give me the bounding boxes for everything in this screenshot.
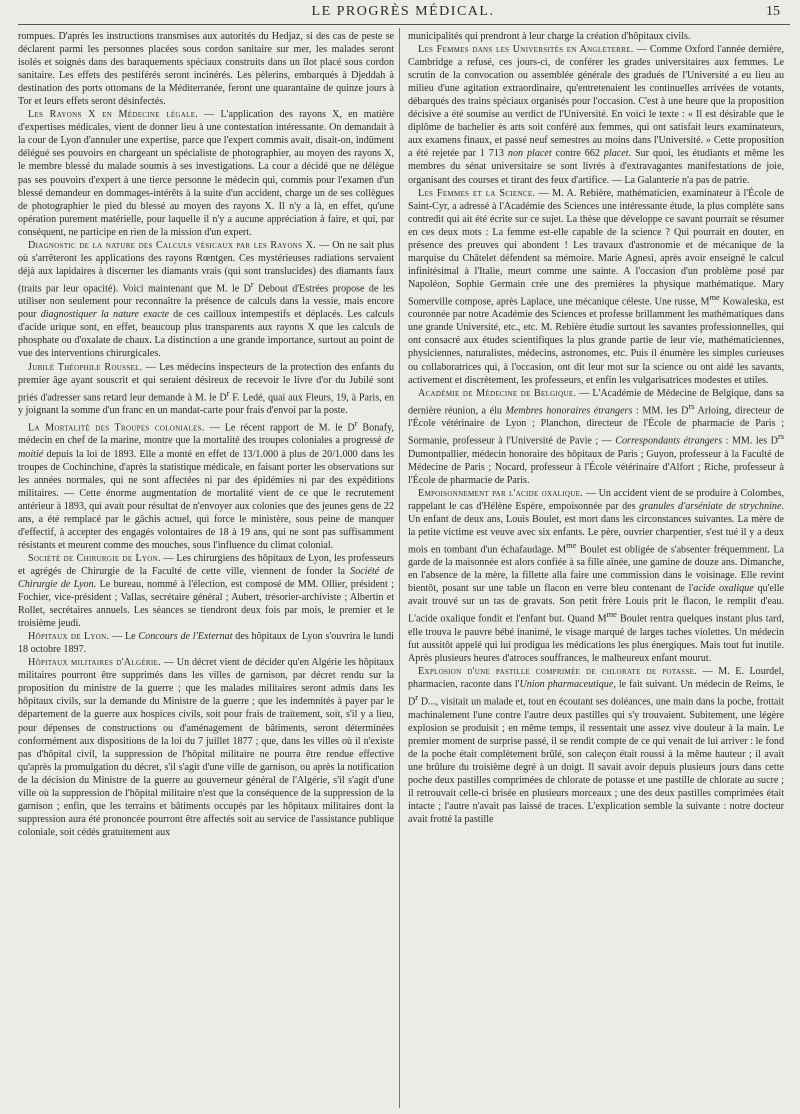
paragraph: La Mortalité des Troupes coloniales. — Le récent rapport de M. le $D^r$ Bonafy, médecin en chef de la marine, montre que la mortalité des troupes coloniales a progressé de moitié depuis la loi de 1893. Elle a monté en effet de 13/1.000 à plus de 20/1.000 dans les troupes de Cochinchine, d'après la statistique médicale, en faisant porter les observations sur les années normales, qui ne sont affectées ni par des épidémies ni par des expéditions militaires. — Cette énorme augmentation de mortalité vient de ce que le recrutement antérieur à 1893, qui avait pour résultat de n'envoyer aux colonies que des jeunes gens de 22 ans, a été remplacé par le gâchis actuel, qui force le ministère, sous peine de manquer d'effectif, à accepter des engagés volontaires de 18 à 19 ans, qui ne sont pas suffisamment résistants et meurent comme des mouches, sous l'influence du climat colonial.	[18, 419, 394, 551]
section-heading: Diagnostic de la nature des Calculs vésicaux par les Rayons X.	[28, 239, 317, 251]
paragraph: Hôpitaux de Lyon. — Le Concours de l'Externat des hôpitaux de Lyon s'ouvrira le lundi 18 octobre 1897.	[18, 631, 394, 656]
section-heading: Hôpitaux militaires d'Algérie.	[28, 657, 161, 669]
paragraph: Les Rayons X en Médecine légale. — L'application des rayons X, en matière d'expertises médicales, vient de donner lieu à une contestation intéressante. On demandait à la cour de Lyon d'annuler une expertise, parce que l'expert commis avait, disait-on, indûment délégué ses pouvoirs en chargeant un spécialiste de photographier, au moyen des rayons X, le membre blessé du malade soumis à ses investigations. La cour a décidé que ne délègue pas ses pouvoirs d'expert à une tierce personne le médecin qui, commis pour l'examen d'un blessé demandeur en dommages-intérêts à la suite d'un accident, charge un de ses collègues de photographier le pied du blessé au moyen des rayons X. Il n'y a là, en effet, qu'une opération purement matérielle, pour laquelle il n'y a aucune appréciation à faire, et qui, par conséquent, ne participe en rien de la mission d'un expert.	[18, 109, 394, 238]
paragraph: Société de Chirurgie de Lyon. — Les chirurgiens des hôpitaux de Lyon, les professeurs et agrégés de Chirurgie de la Faculté de cette ville, viennent de fonder la Société de Chirurgie de Lyon. Le bureau, nommé à l'élection, est composé de MM. Ollier, président ; Fochier, vice-président ; Vallas, secrétaire général ; Aubert, trésorier-archiviste ; Albertin et Rollet, secrétaires annuels. Les séances se tiendront deux fois par mois, le premier et le troisième jeudi.	[18, 552, 394, 630]
paragraph: Les Femmes dans les Universités en Angleterre. — Comme Oxford l'année dernière, Cambridge a refusé, ces jours-ci, de conférer les grades universitaires aux femmes. Le scrutin de la convocation ou assemblée générale des gradués de l'Université a eu lieu au milieu d'une agitation extraordinaire, qu'entretenaient les continuelles arrivées de votants, débarqués des trains spéciaux organisés pour l'occasion. C'est à une heure que la proposition décisive a été soumise au verdict de l'Université. En voici le texte : « Il est désirable que le diplôme de bachelier ès arts soit conféré aux femmes, qui ont satisfait leurs examinateurs, aux examens finaux, et passé neuf semestres au moins dans l'Université. » Cette proposition a été rejetée par 1 713 non placet contre 662 placet. Sur quoi, les étudiants et même les membres du sénat universitaire se sont livrés à d'extravagantes manifestations de joie, organisant des courses et tirant des feux d'artifice. — La Galanterie n'a pas de patrie.	[408, 44, 784, 186]
section-heading: Empoisonnement par l'acide oxalique.	[418, 487, 583, 499]
paragraph: Explosion d'une pastille comprimée de chlorate de potasse. — M. E. Lourdel, pharmacien, raconte dans l'Union pharmaceutique, le fait suivant. Un médecin de Reims, le $D^r$ D..., visitait un malade et, tout en écoutant ses doléances, une main dans la poche, frottait machinalement l'une contre l'autre deux pastilles qui s'y trouvaient. Subitement, une légère explosion se produisit ; en même temps, il ressentait une assez vive douleur à la main. Le premier moment de surprise passé, il se rendit compte de ce qui venait de lui arriver : le fond de la poche était complètement brûlé, son caleçon était roussi à la même hauteur ; il avait une brûlure du troisième degré à un doigt. Il savait avoir depuis plusieurs jours dans cette poche deux pastilles comprimées de chlorate de potasse et une pastille de chlorate au sucre ; il retrouvait celle-ci brisée en plusieurs morceaux ; une des deux pastilles comprimées était intacte ; l'autre n'avait pas laissé de traces. L'explication semble la suivante : notre docteur avait frotté la pastille	[408, 666, 784, 825]
section-heading: Société de Chirurgie de Lyon.	[28, 552, 161, 564]
paragraph: Les Femmes et la Science. — M. A. Rebière, mathématicien, examinateur à l'École de Saint-Cyr, a adressé à l'Académie des Sciences une intéressante étude, la plus complète sans contredit qui ait été écrite sur ce sujet. La thèse que développe ce savant pourrait se résumer en ces deux mots : La femme est-elle capable de la science ? Qui pourrait en douter, en présence des preuves qui abondent ! Les travaux d'astronomie et de mécanique de la marquise du Châtelet défendent sa mémoire. Marie Agnesi, après avoir enseigné le calcul infinitésimal à l'Italie, meurt comme une sainte. A l'occasion d'un problème posé par Napoléon, Sophie Germain crée une des premières la physique mathématique. Mary Somerville compose, après Laplace, une mécanique céleste. Une russe, $M^{me}$ Kowaleska, est couronnée par notre Académie des Sciences et professe brillamment les mathématiques dans une grande Université, etc., etc. M. Rebière étudie surtout les savantes professionnelles, qui ont consacré aux études scientifiques la plus grande partie de leur vie, mathématiciennes, physiciennes, naturalistes, médecins, astronomes, etc. Puis il énumère les simples curieuses ou collaboratrices qui, à l'occasion, ont dit leur mot sur la science ou ont aidé les savants, activement et discrètement, les professeurs, et enfin les vulgarisatrices modestes et utiles.	[408, 187, 784, 386]
section-heading: Les Femmes et la Science.	[418, 187, 536, 199]
section-heading: Hôpitaux de Lyon.	[28, 631, 110, 643]
paragraph: Académie de Médecine de Belgique. — L'Académie de Médecine de Belgique, dans sa dernière réunion, a élu Membres honoraires étrangers : MM. les $D^{rs}$ Arloing, directeur de l'École vétérinaire de Lyon ; Planchon, directeur de l'École de pharmacie de Paris ; Sormanie, professeur à l'Université de Pavie ; — Correspondants étrangers : MM. les $D^{rs}$ Dumontpallier, médecin honoraire des hôpitaux de Paris ; Guyon, professeur à la Faculté de Médecine de Paris ; Nocard, professeur à l'École vétérinaire d'Alfort ; Riche, professeur à l'École de pharmacie de Paris.	[408, 387, 784, 486]
paragraph: Diagnostic de la nature des Calculs vésicaux par les Rayons X. — On ne sait plus où s'arrêteront les applications des rayons Rœntgen. Ces mystérieuses radiations servaient déjà aux lapidaires à discerner les diamants vrais (qui sont translucides) des diamants faux (traits par leur opacité). Voici maintenant que M. le $D^r$ Debout d'Estrées propose de les utiliser non seulement pour reconnaître la présence de calculs dans la vessie, mais encore pour diagnostiquer la nature exacte de ces cailloux intempestifs et déplacés. Les calculs d'acide urique sont, en effet, beaucoup plus transparents aux rayons X que les calculs de phosphate ou d'oxalate de chaux. La distinction a une grande importance, surtout au point de vue des interventions chirurgicales.	[18, 239, 394, 360]
paragraph: municipalités qui prendront à leur charge la création d'hôpitaux civils.	[408, 31, 691, 42]
column-divider	[399, 28, 400, 1108]
journal-title: LE PROGRÈS MÉDICAL.	[311, 4, 495, 19]
paragraph: Jubilé Théophile Roussel. — Les médecins inspecteurs de la protection des enfants du premier âge ayant souscrit et qui seraient désireux de recevoir le livre d'or du Jubilé sont priés d'adresser sans retard leur demande à M. le $D^r$ F. Ledé, quai aux Fleurs, 19, à Paris, en y joignant la somme d'un franc en un mandat-carte pour frais d'envoi par la poste.	[18, 361, 394, 417]
header-rule	[18, 24, 790, 25]
paragraph: rompues. D'après les instructions transmises aux autorités du Hedjaz, si des cas de peste se déclarent parmi les personnes placées sous cordon sanitaire sur mer, les malades seront isolés et soignés dans des baraquements spéciaux construits dans un îlot placé sous cordon sanitaire. Les effets des pestiférés seront incinérés. Les pèlerins, embarqués à Djeddah à destination des ports ottomans de la Méditerranée, feront une quarantaine de quinze jours à Tor et leurs effets seront désinfectés.	[18, 31, 394, 108]
section-heading: Les Femmes dans les Universités en Angleterre.	[418, 44, 634, 56]
paragraph: Empoisonnement par l'acide oxalique. — Un accident vient de se produire à Colombes, rappelant le cas d'Hélène Espère, empoisonnée par des granules d'arséniate de strychnine. Un enfant de deux ans, Louis Boulet, est mort dans les circonstances suivantes. La mère de la petite victime est veuve avec six enfants. Le père, ouvrier charpentier, s'est tué il y a deux mois en tombant d'un échafaudage. $M^{me}$ Boulet est obligée de s'absenter fréquemment. La garde de la maisonnée est alors confiée à sa fille aînée, une gamine de douze ans. Dimanche, en l'absence de la mère, la fillette alla faire une commission dans le voisinage. Elle revint bientôt, posant sur une table un flacon en verre bleu contenant de l'acide oxalique qu'elle avait trouvé sur un tas de gravats. Son petit frère Louis prit le flacon, le remplit d'eau. L'acide oxalique fondit et l'enfant but. Quand $M^{me}$ Boulet rentra quelques instant plus tard, elle trouva le pauvre bébé inanimé, le visage marqué de larges taches violettes. Un médecin fut aussitôt appelé qui lui prodigua les médications les plus énergiques. Mais tout fut inutile. Après plusieurs heures d'atroces souffrances, le malheureux enfant mourut.	[408, 487, 784, 664]
section-heading: La Mortalité des Troupes coloniales.	[28, 422, 205, 434]
section-heading: Académie de Médecine de Belgique.	[418, 387, 577, 399]
left-column	[18, 30, 394, 1108]
paragraph: Hôpitaux militaires d'Algérie. — Un décret vient de décider qu'en Algérie les hôpitaux militaires pourront être supprimés dans les villes de garnison, par décret rendu sur la proposition du ministre de la guerre ; que les malades militaires seront admis dans les hôpitaux civils, sur la demande du Ministre de la guerre ; que les indemnités à payer par le département de la guerre aux hospices civils, soit pour frais de traitement, soit, s'il y a lieu, pour dépenses de constructions ou d'aménagement de bâtiments, seront déterminées conformément aux dispositions de la loi du 7 juillet 1877 ; que, dans les villes où il n'existe pas d'hôpital civil, la suppression de l'hôpital militaire ne pourra être rendue effective qu'après la promulgation du décret, s'il s'agit d'une ville de garnison, ou après la notification de la décision du Ministre de la guerre au gouverneur général de l'Algérie, s'il s'agit d'une ville où la suppression de l'hôpital militaire n'est que la conséquence de la suppression de la garnison ; enfin, que les terrains et bâtiments occupés par les hôpitaux militaires dont la suppression aura été prononcée pourront être affectés soit au service de l'assistance publique coloniale, soit cédés gratuitement aux	[18, 657, 394, 838]
section-heading: Jubilé Théophile Roussel.	[28, 361, 143, 373]
page-number: 15	[766, 4, 780, 19]
right-column	[408, 30, 784, 1108]
section-heading: Explosion d'une pastille comprimée de chlorate de potasse.	[418, 666, 698, 677]
section-heading: Les Rayons X en Médecine légale.	[28, 109, 199, 121]
running-header	[18, 4, 788, 22]
